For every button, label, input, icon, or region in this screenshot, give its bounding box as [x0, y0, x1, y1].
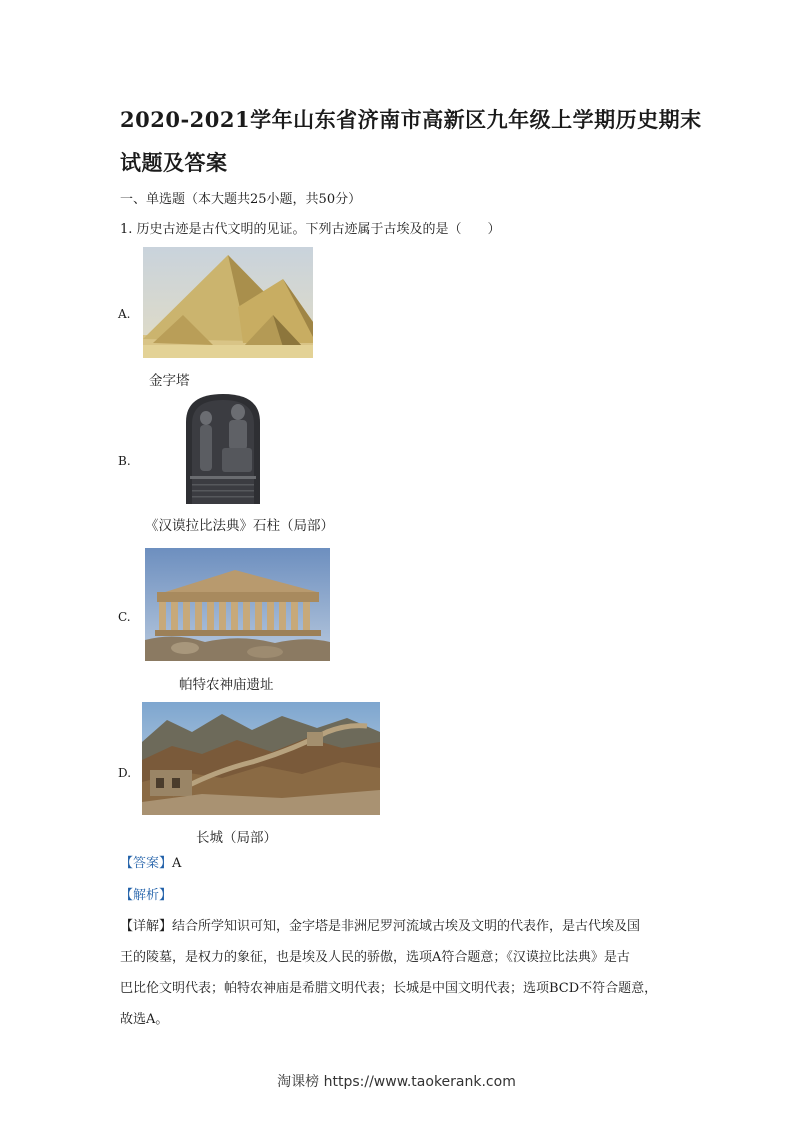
- footer-watermark: 淘课榜 https://www.taokerank.com: [277, 1074, 516, 1090]
- option-b-letter: B.: [118, 454, 131, 468]
- option-a-caption: 金字塔: [149, 373, 190, 389]
- pyramids-image: [143, 247, 313, 358]
- detail-text-1: 结合所学知识可知，金字塔是非洲尼罗河流域古埃及文明的代表作，是古代埃及国: [172, 919, 641, 934]
- detail-line-1: [120, 915, 640, 934]
- detail-tag: 【详解】: [120, 919, 173, 934]
- detail-line-2: 王的陵墓，是权力的象征，也是埃及人民的骄傲，选项A符合题意；《汉谟拉比法典》是古: [120, 950, 630, 965]
- hammurabi-stele-image: [184, 392, 262, 504]
- question-stem: 1. 历史古迹是古代文明的见证。下列古迹属于古埃及的是（ ）: [120, 222, 501, 237]
- answer-line: [120, 852, 181, 871]
- answer-value: A: [172, 856, 182, 871]
- detail-line-4: 故选A。: [120, 1012, 169, 1027]
- option-a-letter: A.: [118, 307, 131, 321]
- answer-tag: 【答案】: [120, 856, 173, 871]
- option-b-caption: 《汉谟拉比法典》石柱（局部）: [145, 518, 334, 534]
- option-c-caption: 帕特农神庙遗址: [179, 677, 274, 693]
- detail-line-3: 巴比伦文明代表；帕特农神庙是希腊文明代表；长城是中国文明代表；选项BCD不符合题意，: [120, 981, 658, 996]
- page-title-line-2: 试题及答案: [120, 150, 228, 175]
- parthenon-image: [145, 548, 330, 661]
- page-title-line-1: 2020-2021学年山东省济南市高新区九年级上学期历史期末: [120, 107, 702, 132]
- option-d-caption: 长城（局部）: [196, 830, 277, 846]
- option-c-letter: C.: [118, 610, 131, 624]
- option-d-letter: D.: [118, 766, 132, 780]
- section-heading: 一、单选题（本大题共25小题，共50分）: [120, 192, 362, 207]
- great-wall-image: [142, 702, 380, 815]
- analysis-tag: 【解析】: [120, 888, 173, 903]
